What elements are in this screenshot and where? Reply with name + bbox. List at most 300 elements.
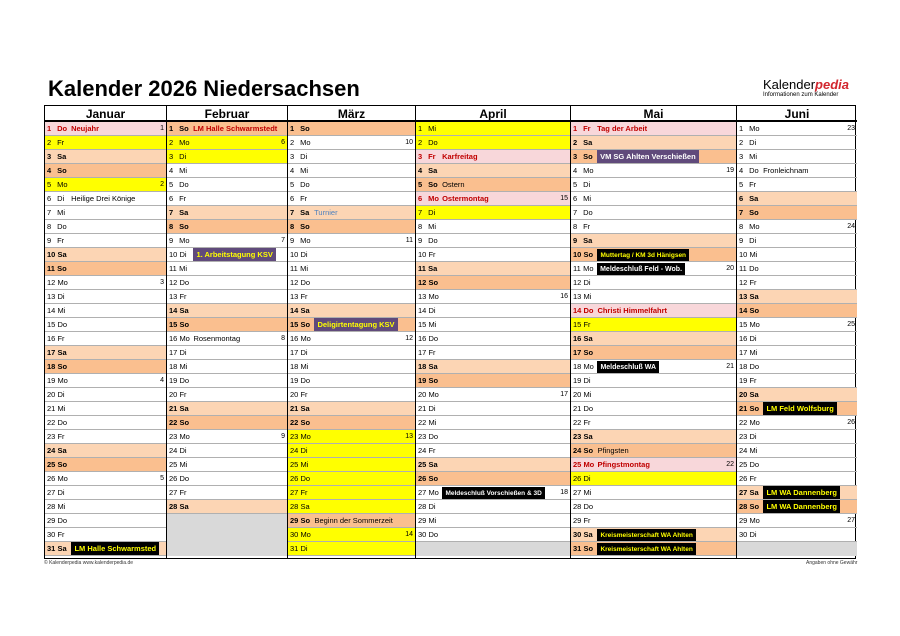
day-number: 8 <box>573 222 578 231</box>
day-cell[interactable] <box>288 332 415 346</box>
weekday: Mo <box>300 138 311 147</box>
weekday: Sa <box>300 208 310 217</box>
day-cell[interactable] <box>288 262 415 276</box>
day-number: 21 <box>573 404 582 413</box>
day-cell[interactable] <box>167 262 287 276</box>
day-cell[interactable] <box>571 164 736 178</box>
day-number: 13 <box>169 292 178 301</box>
day-cell[interactable] <box>288 318 415 332</box>
week-number: 15 <box>560 195 568 202</box>
weekday: Fr <box>749 180 757 189</box>
weekday: Mo <box>300 236 311 245</box>
day-cell[interactable] <box>45 332 166 346</box>
day-cell[interactable] <box>737 486 857 500</box>
weekday: Fr <box>749 278 757 287</box>
day-number: 31 <box>290 544 299 553</box>
day-cell[interactable] <box>737 514 857 528</box>
weekday: So <box>57 166 67 175</box>
day-cell[interactable] <box>45 402 166 416</box>
day-number: 17 <box>573 348 582 357</box>
day-cell[interactable] <box>45 430 166 444</box>
week-number: 4 <box>160 377 164 384</box>
day-cell[interactable] <box>416 234 570 248</box>
day-cell[interactable] <box>737 122 857 136</box>
day-cell[interactable] <box>737 136 857 150</box>
week-number: 16 <box>560 293 568 300</box>
day-cell[interactable] <box>571 402 736 416</box>
day-cell[interactable] <box>416 332 570 346</box>
weekday: Do <box>749 166 759 175</box>
day-cell[interactable] <box>416 514 570 528</box>
day-cell[interactable] <box>288 388 415 402</box>
weekday: Sa <box>428 264 438 273</box>
day-cell[interactable] <box>288 276 415 290</box>
day-cell[interactable] <box>167 136 287 150</box>
day-cell[interactable] <box>737 192 857 206</box>
day-cell[interactable] <box>571 388 736 402</box>
day-number: 2 <box>739 138 744 147</box>
weekday: Sa <box>749 292 759 301</box>
day-cell[interactable] <box>571 458 736 472</box>
day-cell[interactable] <box>416 402 570 416</box>
weekday: So <box>300 222 310 231</box>
weekday: Sa <box>57 544 67 553</box>
weekday: Di <box>583 278 591 287</box>
weekday: Di <box>428 404 436 413</box>
day-number: 17 <box>739 348 748 357</box>
day-cell[interactable] <box>737 402 857 416</box>
day-cell[interactable] <box>571 360 736 374</box>
day-cell[interactable] <box>571 374 736 388</box>
day-cell[interactable] <box>416 248 570 262</box>
weekday: Fr <box>179 194 187 203</box>
day-cell[interactable] <box>416 458 570 472</box>
day-number: 30 <box>573 530 582 539</box>
day-cell[interactable] <box>288 290 415 304</box>
weekday: Do <box>428 334 439 343</box>
weekday: Fr <box>57 530 65 539</box>
day-number: 5 <box>418 180 423 189</box>
day-cell[interactable] <box>45 136 166 150</box>
day-cell[interactable] <box>45 164 166 178</box>
day-cell[interactable] <box>167 472 287 486</box>
day-number: 19 <box>47 376 56 385</box>
day-cell[interactable] <box>737 388 857 402</box>
day-cell[interactable] <box>571 542 736 556</box>
day-cell[interactable] <box>416 276 570 290</box>
weekday: Sa <box>583 334 593 343</box>
day-cell[interactable] <box>167 374 287 388</box>
footer-disclaimer: Angaben ohne Gewähr <box>806 560 858 566</box>
day-cell[interactable] <box>45 514 166 528</box>
day-event: Kreismeisterschaft WA Ahlten <box>597 543 695 556</box>
week-number: 7 <box>281 237 285 244</box>
weekday: Sa <box>300 502 310 511</box>
day-cell[interactable] <box>45 248 166 262</box>
day-cell[interactable] <box>167 206 287 220</box>
week-number: 10 <box>405 139 413 146</box>
weekday: Di <box>300 152 308 161</box>
day-cell[interactable] <box>45 192 166 206</box>
day-cell[interactable] <box>571 346 736 360</box>
day-cell[interactable] <box>45 122 166 136</box>
day-cell[interactable] <box>288 150 415 164</box>
day-number: 10 <box>169 250 178 259</box>
day-cell[interactable] <box>288 472 415 486</box>
week-number: 3 <box>160 279 164 286</box>
day-cell[interactable] <box>167 276 287 290</box>
day-cell[interactable] <box>737 472 857 486</box>
day-number: 30 <box>418 530 427 539</box>
day-cell[interactable] <box>45 360 166 374</box>
day-cell[interactable] <box>288 430 415 444</box>
day-number: 20 <box>573 390 582 399</box>
day-cell[interactable] <box>167 500 287 514</box>
day-cell[interactable] <box>416 500 570 514</box>
day-cell[interactable] <box>571 444 736 458</box>
day-cell[interactable] <box>45 388 166 402</box>
day-cell[interactable] <box>288 458 415 472</box>
day-cell[interactable] <box>288 402 415 416</box>
day-cell[interactable] <box>288 192 415 206</box>
day-cell[interactable] <box>45 374 166 388</box>
weekday: Do <box>179 376 190 385</box>
day-cell[interactable] <box>288 360 415 374</box>
day-cell[interactable] <box>45 542 166 556</box>
day-cell[interactable] <box>571 136 736 150</box>
day-number: 4 <box>418 166 423 175</box>
day-cell[interactable] <box>737 164 857 178</box>
day-cell[interactable] <box>571 430 736 444</box>
day-cell[interactable] <box>416 430 570 444</box>
day-number: 15 <box>739 320 748 329</box>
weekday: So <box>179 222 189 231</box>
day-cell[interactable] <box>571 150 736 164</box>
day-cell[interactable] <box>167 486 287 500</box>
day-number: 8 <box>290 222 295 231</box>
day-cell[interactable] <box>416 444 570 458</box>
day-cell[interactable] <box>571 332 736 346</box>
day-cell[interactable] <box>288 528 415 542</box>
month-header: Juni <box>737 106 857 122</box>
day-number: 10 <box>47 250 56 259</box>
day-cell[interactable] <box>288 164 415 178</box>
day-cell[interactable] <box>737 500 857 514</box>
day-cell[interactable] <box>571 290 736 304</box>
week-number: 8 <box>281 335 285 342</box>
weekday: Mo <box>749 222 760 231</box>
day-number: 2 <box>169 138 174 147</box>
day-cell[interactable] <box>416 122 570 136</box>
day-cell[interactable] <box>571 220 736 234</box>
weekday: Do <box>300 474 311 483</box>
day-cell[interactable] <box>571 416 736 430</box>
day-number: 23 <box>169 432 178 441</box>
day-number: 28 <box>169 502 178 511</box>
weekday: Mo <box>583 264 594 273</box>
day-cell[interactable] <box>288 220 415 234</box>
weekday: Mo <box>428 390 439 399</box>
day-cell[interactable] <box>288 206 415 220</box>
weekday: Mo <box>583 460 595 469</box>
day-cell[interactable] <box>167 458 287 472</box>
day-cell[interactable] <box>737 178 857 192</box>
day-cell[interactable] <box>288 346 415 360</box>
day-cell[interactable] <box>416 346 570 360</box>
day-cell[interactable] <box>571 206 736 220</box>
day-cell[interactable] <box>416 150 570 164</box>
day-cell[interactable] <box>737 346 857 360</box>
day-cell[interactable] <box>571 248 736 262</box>
day-cell[interactable] <box>737 528 857 542</box>
day-cell[interactable] <box>737 458 857 472</box>
day-cell[interactable] <box>167 318 287 332</box>
day-cell[interactable] <box>167 150 287 164</box>
day-cell[interactable] <box>416 416 570 430</box>
day-cell[interactable] <box>45 346 166 360</box>
day-cell[interactable] <box>45 276 166 290</box>
day-cell[interactable] <box>288 178 415 192</box>
weekday: Di <box>179 348 187 357</box>
day-cell[interactable] <box>45 318 166 332</box>
day-cell[interactable] <box>288 304 415 318</box>
month-header: Februar <box>167 106 287 122</box>
day-cell[interactable] <box>737 276 857 290</box>
day-number: 3 <box>47 152 52 161</box>
day-number: 3 <box>169 152 174 161</box>
day-cell[interactable] <box>167 430 287 444</box>
day-cell[interactable] <box>167 248 287 262</box>
day-cell[interactable] <box>416 486 570 500</box>
day-number: 28 <box>418 502 427 511</box>
day-cell[interactable] <box>167 234 287 248</box>
day-cell[interactable] <box>45 150 166 164</box>
day-cell[interactable] <box>45 416 166 430</box>
day-cell[interactable] <box>416 262 570 276</box>
day-cell[interactable] <box>571 122 736 136</box>
empty-day-cell <box>737 542 857 556</box>
day-number: 24 <box>418 446 427 455</box>
day-cell[interactable] <box>45 528 166 542</box>
logo-tagline: Informationen zum Kalender <box>763 92 839 98</box>
day-cell[interactable] <box>737 248 857 262</box>
day-cell[interactable] <box>288 514 415 528</box>
day-cell[interactable] <box>45 206 166 220</box>
day-cell[interactable] <box>167 164 287 178</box>
day-cell[interactable] <box>416 374 570 388</box>
weekday: Mi <box>57 208 66 217</box>
day-cell[interactable] <box>288 136 415 150</box>
day-cell[interactable] <box>571 178 736 192</box>
week-number: 9 <box>281 433 285 440</box>
day-cell[interactable] <box>571 472 736 486</box>
day-cell[interactable] <box>416 304 570 318</box>
day-cell[interactable] <box>288 122 415 136</box>
weekday: Sa <box>57 250 67 259</box>
day-cell[interactable] <box>167 220 287 234</box>
weekday: Mi <box>179 264 188 273</box>
day-cell[interactable] <box>416 164 570 178</box>
day-cell[interactable] <box>167 178 287 192</box>
day-cell[interactable] <box>737 416 857 430</box>
day-cell[interactable] <box>167 360 287 374</box>
day-cell[interactable] <box>737 220 857 234</box>
weekday: Sa <box>583 138 593 147</box>
day-number: 25 <box>418 460 427 469</box>
day-cell[interactable] <box>45 486 166 500</box>
day-cell[interactable] <box>571 262 736 276</box>
weekday: Fr <box>179 488 187 497</box>
day-cell[interactable] <box>45 234 166 248</box>
kalenderpedia-logo[interactable] <box>763 78 858 99</box>
day-cell[interactable] <box>737 332 857 346</box>
day-cell[interactable] <box>45 220 166 234</box>
day-number: 16 <box>290 334 299 343</box>
day-cell[interactable] <box>167 304 287 318</box>
day-cell[interactable] <box>288 248 415 262</box>
weekday: Di <box>179 250 187 259</box>
weekday: So <box>57 362 68 371</box>
month-header: April <box>416 106 570 122</box>
day-cell[interactable] <box>571 304 736 318</box>
day-number: 7 <box>47 208 52 217</box>
day-cell[interactable] <box>45 178 166 192</box>
day-cell[interactable] <box>45 444 166 458</box>
day-cell[interactable] <box>737 444 857 458</box>
day-cell[interactable] <box>167 402 287 416</box>
day-cell[interactable] <box>737 262 857 276</box>
day-cell[interactable] <box>571 318 736 332</box>
weekday: Do <box>583 502 594 511</box>
day-cell[interactable] <box>416 220 570 234</box>
day-cell[interactable] <box>737 360 857 374</box>
day-cell[interactable] <box>416 528 570 542</box>
day-number: 20 <box>290 390 299 399</box>
day-number: 13 <box>573 292 582 301</box>
day-number: 11 <box>573 264 581 273</box>
weekday: Mo <box>300 334 311 343</box>
day-cell[interactable] <box>45 500 166 514</box>
day-cell[interactable] <box>288 486 415 500</box>
day-cell[interactable] <box>167 346 287 360</box>
day-number: 18 <box>290 362 299 371</box>
day-number: 12 <box>573 278 582 287</box>
day-number: 12 <box>169 278 178 287</box>
day-number: 1 <box>290 124 295 133</box>
day-cell[interactable] <box>167 444 287 458</box>
day-cell[interactable] <box>571 234 736 248</box>
day-number: 12 <box>739 278 748 287</box>
weekday: Mi <box>749 152 758 161</box>
day-number: 6 <box>573 194 578 203</box>
day-cell[interactable] <box>167 388 287 402</box>
day-cell[interactable] <box>288 374 415 388</box>
day-cell[interactable] <box>416 388 570 402</box>
day-number: 20 <box>169 390 178 399</box>
day-number: 10 <box>290 250 299 259</box>
day-cell[interactable] <box>737 150 857 164</box>
day-cell[interactable] <box>45 472 166 486</box>
day-cell[interactable] <box>45 304 166 318</box>
day-cell[interactable] <box>416 192 570 206</box>
day-cell[interactable] <box>737 290 857 304</box>
day-cell[interactable] <box>167 122 287 136</box>
day-event: Christi Himmelfahrt <box>597 306 668 315</box>
week-number: 23 <box>847 125 855 132</box>
day-cell[interactable] <box>571 514 736 528</box>
day-cell[interactable] <box>45 458 166 472</box>
day-cell[interactable] <box>571 276 736 290</box>
day-cell[interactable] <box>737 304 857 318</box>
day-cell[interactable] <box>167 290 287 304</box>
day-cell[interactable] <box>288 234 415 248</box>
day-cell[interactable] <box>416 360 570 374</box>
day-cell[interactable] <box>416 318 570 332</box>
day-number: 25 <box>739 460 748 469</box>
day-event: Pfingsten <box>597 446 629 455</box>
weekday: Sa <box>179 404 189 413</box>
day-cell[interactable] <box>288 444 415 458</box>
day-cell[interactable] <box>571 192 736 206</box>
day-cell[interactable] <box>167 416 287 430</box>
day-cell[interactable] <box>737 374 857 388</box>
day-number: 4 <box>47 166 52 175</box>
weekday: So <box>583 544 594 553</box>
day-cell[interactable] <box>288 500 415 514</box>
day-cell[interactable] <box>571 486 736 500</box>
day-number: 5 <box>290 180 295 189</box>
day-cell[interactable] <box>416 136 570 150</box>
day-cell[interactable] <box>416 178 570 192</box>
day-cell[interactable] <box>45 290 166 304</box>
day-cell[interactable] <box>737 430 857 444</box>
weekday: Mo <box>179 432 190 441</box>
day-number: 1 <box>47 124 52 133</box>
day-cell[interactable] <box>571 528 736 542</box>
day-cell[interactable] <box>571 500 736 514</box>
week-number: 2 <box>160 181 164 188</box>
day-number: 16 <box>418 334 427 343</box>
day-cell[interactable] <box>288 416 415 430</box>
day-event: LM WA Dannenberg <box>763 500 840 513</box>
weekday: Mi <box>749 446 758 455</box>
day-event: Fronleichnam <box>763 166 809 175</box>
day-cell[interactable] <box>167 332 287 346</box>
day-cell[interactable] <box>45 262 166 276</box>
week-number: 11 <box>405 237 413 244</box>
day-number: 17 <box>169 348 178 357</box>
day-number: 29 <box>47 516 56 525</box>
day-cell[interactable] <box>737 318 857 332</box>
day-cell[interactable] <box>737 234 857 248</box>
day-cell[interactable] <box>416 290 570 304</box>
day-number: 9 <box>573 236 578 245</box>
day-number: 6 <box>47 194 52 203</box>
day-cell[interactable] <box>737 206 857 220</box>
month-column-märz <box>288 106 416 558</box>
week-number: 13 <box>405 433 413 440</box>
day-number: 24 <box>573 446 582 455</box>
month-header: März <box>288 106 415 122</box>
day-number: 15 <box>290 320 299 329</box>
day-cell[interactable] <box>416 206 570 220</box>
weekday: Mi <box>583 194 592 203</box>
day-cell[interactable] <box>167 192 287 206</box>
weekday: Do <box>179 180 189 189</box>
day-cell[interactable] <box>416 472 570 486</box>
day-number: 8 <box>739 222 744 231</box>
day-cell[interactable] <box>288 542 415 556</box>
